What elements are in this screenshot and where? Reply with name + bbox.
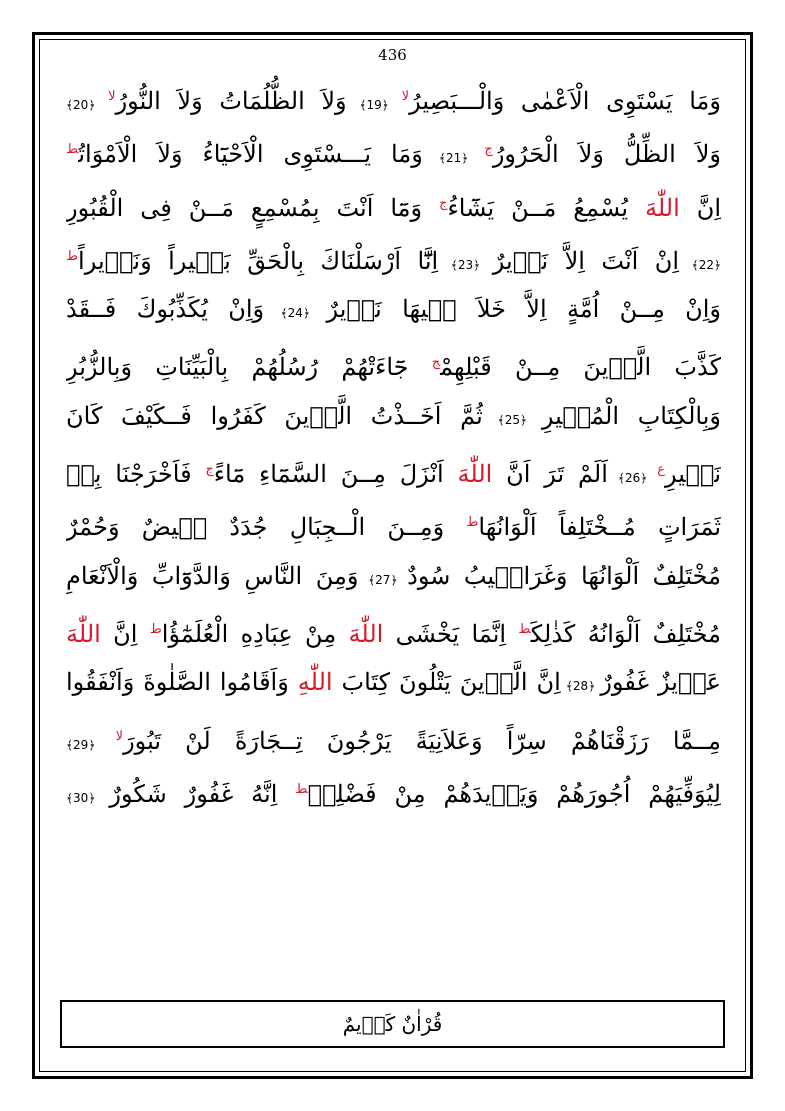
pause-mark: لا: [115, 728, 124, 744]
ayah-number: ﴿23﴾: [438, 257, 493, 272]
text-line: [66, 390, 721, 443]
ayah-number: ﴿24﴾: [264, 306, 327, 321]
verse-text: وَلاَ الظُّلُمَاتُ وَلاَ النُّورُ: [115, 87, 347, 115]
verse-text: مُخْتَلِفٌ اَلْوَانُهُ كَذٰلِكَ: [530, 619, 721, 648]
text-line: [66, 123, 721, 176]
text-line: [66, 550, 721, 603]
divine-name: اللّٰهَ: [348, 619, 384, 648]
verse-text: اِنْ اَنْتَ اِلاَّ نَذٖيرٌ: [492, 246, 680, 275]
text-line: [66, 603, 721, 656]
divine-name: اللّٰهَ: [457, 460, 493, 489]
ayah-number: ﴿19﴾: [346, 98, 402, 112]
pause-mark: ط: [466, 515, 479, 531]
text-line: [66, 496, 721, 549]
verse-text: وَمَٓا اَنْتَ بِمُسْمِعٍ مَــنْ فِى الْقُبُورِ: [66, 193, 440, 222]
verse-text: جَٓاءَتْهُمْ رُسُلُهُمْ بِالْبَيِّنَاتِ وَبِالزُّبُرِ: [66, 353, 432, 382]
verse-text: اِنَّمَا يَخْشَى: [383, 619, 519, 648]
page-number: 436: [378, 46, 407, 64]
pause-mark: ط: [518, 621, 531, 637]
text-line: [66, 336, 721, 389]
pause-mark: لا: [108, 89, 116, 104]
verse-text: وَمَا يَـــسْتَوِى الْاَحْيَٓاءُ وَلاَ الْاَمْوَاتُ: [78, 140, 423, 169]
ayah-number: ﴿26﴾: [607, 471, 658, 486]
verse-text: وَلاَ الظِّلُّ وَلاَ الْحَرُورُ: [492, 140, 721, 169]
ayah-number: ﴿29﴾: [66, 737, 116, 752]
verse-text: فَاَخْرَجْنَا بِهٖ: [66, 460, 206, 489]
quran-text-block: [66, 70, 721, 816]
verse-text: وَمِــنَ الْــجِبَالِ جُدَدٌ بٖيضٌ وَحُمْرٌ: [66, 513, 467, 542]
ayah-number: ﴿22﴾: [679, 257, 721, 272]
verse-text: وَاِنْ مِــنْ اُمَّةٍ اِلاَّ خَلاَ فٖيهَا نَذٖيرٌ: [326, 295, 721, 324]
text-line: [66, 70, 721, 123]
text-line: [66, 656, 721, 709]
pause-mark: ج: [205, 462, 214, 478]
text-line: [66, 283, 721, 336]
ayah-number: ﴿20﴾: [66, 98, 109, 112]
verse-text: عَزٖيزٌ غَفُورٌ: [600, 668, 721, 697]
verse-text: لِيُوَفِّيَهُمْ اُجُورَهُمْ وَيَزٖيدَهُمْ مِنْ فَضْلِهٖ: [307, 779, 721, 808]
ayah-number: ﴿28﴾: [560, 679, 601, 694]
pause-mark: ج: [484, 142, 493, 158]
verse-text: وَاَقَامُوا الصَّلٰوةَ وَاَنْفَقُوا: [66, 668, 298, 697]
verse-text: مِنْ عِبَادِهِ الْعُلَمٰٓؤُا: [161, 619, 349, 648]
verse-text: وَمِنَ النَّاسِ وَالدَّوَٓابِّ وَالْاَنْعَامِ: [66, 561, 359, 590]
verse-text: مُخْتَلِفٌ اَلْوَانُهَا وَغَرَابٖيبُ سُودٌ: [407, 561, 721, 590]
verse-text: اِنَّهُ غَفُورٌ شَكُورٌ: [109, 779, 296, 808]
verse-text: اَلَمْ تَرَ اَنَّ: [492, 460, 608, 489]
pause-mark: ج: [439, 195, 448, 211]
pause-mark: ج: [431, 355, 441, 371]
pause-mark: ط: [66, 142, 79, 158]
divine-name: اللّٰهِ: [297, 668, 333, 697]
ayah-number: ﴿21﴾: [422, 151, 485, 166]
text-line: [66, 443, 721, 496]
verse-text: اِنَّ: [100, 619, 150, 648]
verse-text: ثَمَرَاتٍ مُــخْتَلِفاً اَلْوَانُهَا: [478, 513, 721, 542]
pause-mark: ط: [295, 781, 308, 797]
text-line: [66, 230, 721, 283]
divine-name: اللّٰهَ: [66, 619, 101, 648]
verse-text: اِنَّٓا اَرْسَلْنَاكَ بِالْحَقِّ بَشٖيراً وَنَذٖيراً: [78, 246, 439, 275]
verse-text: اِنَّ الَّذٖينَ يَتْلُونَ كِتَابَ: [332, 668, 561, 697]
ayah-number: ﴿25﴾: [482, 412, 542, 427]
pause-mark: ع: [657, 462, 666, 478]
text-line: [66, 177, 721, 230]
verse-text: اَنْزَلَ مِــنَ السَّمَٓاءِ مَٓاءً: [213, 460, 458, 489]
text-line: [66, 763, 721, 816]
verse-text: كَذَّبَ الَّذٖينَ مِــنْ قَبْلِهِمْ: [440, 353, 721, 382]
verse-text: اِنَّ: [679, 193, 721, 222]
verse-text: وَمَا يَسْتَوِى الْاَعْمٰى وَالْـــبَصِيرُ: [409, 87, 721, 115]
text-line: [66, 710, 721, 763]
ayah-number: ﴿30﴾: [66, 790, 110, 805]
divine-name: اللّٰهَ: [644, 193, 680, 222]
pause-mark: ط: [149, 621, 162, 637]
pause-mark: ط: [66, 248, 79, 264]
verse-text: وَبِالْكِتَابِ الْمُنٖيرِ: [541, 401, 721, 430]
verse-text: يُسْمِعُ مَــنْ يَشَٓاءُ: [447, 193, 645, 222]
footer-box: [60, 1000, 725, 1048]
pause-mark: لا: [401, 89, 410, 104]
verse-text: مِــمَّا رَزَقْنَاهُمْ سِرّاً وَعَلاَنِيَةً يَرْجُونَ تِــجَارَةً لَنْ تَبُورَ: [123, 726, 721, 755]
verse-text: نَكٖيرِ: [665, 460, 721, 489]
ayah-number: ﴿27﴾: [358, 572, 408, 587]
footer-title: قُرْاٰنٌ كَرٖيمٌ: [342, 1012, 443, 1036]
verse-text: ثُمَّ اَخَــذْتُ الَّذٖينَ كَفَرُوا فَــكَيْفَ كَانَ: [66, 401, 483, 430]
verse-text: وَاِنْ يُكَذِّبُوكَ فَــقَدْ: [66, 295, 265, 324]
